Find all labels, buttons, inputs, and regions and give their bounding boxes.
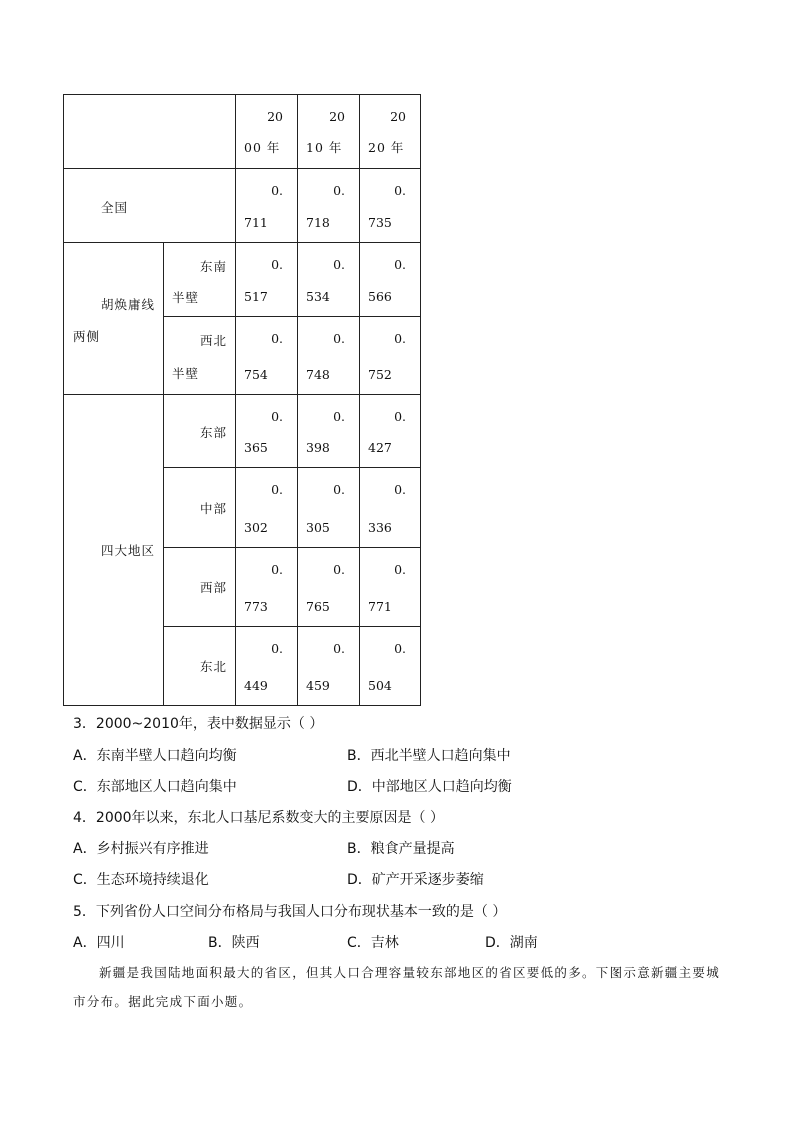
table-cell: 0. 752 <box>360 317 420 395</box>
row-label-east: 东部 <box>164 395 236 468</box>
row-label-northeast: 东北 <box>164 627 236 705</box>
row-label-southeast-half: 东南 半壁 <box>164 243 236 317</box>
answer-option[interactable]: C．东部地区人口趋向集中 <box>73 779 237 795</box>
table-cell: 0. 305 <box>298 468 360 548</box>
table-cell: 0. 754 <box>236 317 298 395</box>
table-cell: 0. 771 <box>360 548 420 627</box>
table-cell: 0. 302 <box>236 468 298 548</box>
table-header-empty-cell <box>64 95 236 169</box>
row-label-west: 西部 <box>164 548 236 627</box>
answer-option[interactable]: B．粮食产量提高 <box>347 841 455 857</box>
table-cell: 0. 566 <box>360 243 420 317</box>
answer-option[interactable]: C．吉林 <box>347 935 399 951</box>
row-label-national: 全国 <box>64 169 236 243</box>
table-cell: 0. 517 <box>236 243 298 317</box>
row-group-label-hu-line: 胡焕庸线 两侧 <box>64 243 164 395</box>
question-stem: 4．2000年以来，东北人口基尼系数变大的主要原因是（ ） <box>73 810 444 826</box>
answer-option[interactable]: B．陕西 <box>208 935 260 951</box>
answer-option[interactable]: D．矿产开采逐步萎缩 <box>347 872 484 888</box>
table-cell: 0. 336 <box>360 468 420 548</box>
answer-option[interactable]: A．四川 <box>73 935 125 951</box>
table-cell: 0. 718 <box>298 169 360 243</box>
table-cell: 0. 534 <box>298 243 360 317</box>
answer-option[interactable]: B．西北半壁人口趋向集中 <box>347 748 511 764</box>
answer-option[interactable]: D．中部地区人口趋向均衡 <box>347 779 512 795</box>
answer-option[interactable]: D．湖南 <box>485 935 538 951</box>
table-cell: 0. 765 <box>298 548 360 627</box>
year-header-2010: 20 10 年 <box>298 95 360 169</box>
table-cell: 0. 459 <box>298 627 360 705</box>
row-label-central: 中部 <box>164 468 236 548</box>
answer-option[interactable]: C．生态环境持续退化 <box>73 872 209 888</box>
table-cell: 0. 773 <box>236 548 298 627</box>
year-header-2020: 20 20 年 <box>360 95 420 169</box>
table-cell: 0. 735 <box>360 169 420 243</box>
year-header-2000: 20 00 年 <box>236 95 298 169</box>
xinjiang-passage: 新疆是我国陆地面积最大的省区，但其人口合理容量较东部地区的省区要低的多。下图示意新疆主要城市分布。据此完成下面小题。 <box>73 965 721 1009</box>
table-cell: 0. 365 <box>236 395 298 468</box>
question-stem: 3．2000~2010年，表中数据显示（ ） <box>73 716 324 732</box>
row-group-label-four-regions: 四大地区 <box>64 395 164 705</box>
answer-option[interactable]: A．乡村振兴有序推进 <box>73 841 209 857</box>
table-cell: 0. 711 <box>236 169 298 243</box>
table-cell: 0. 427 <box>360 395 420 468</box>
table-cell: 0. 398 <box>298 395 360 468</box>
table-cell: 0. 748 <box>298 317 360 395</box>
gini-coefficient-table <box>63 94 421 706</box>
table-cell: 0. 449 <box>236 627 298 705</box>
row-label-northwest-half: 西北 半壁 <box>164 317 236 395</box>
question-stem: 5．下列省份人口空间分布格局与我国人口分布现状基本一致的是（ ） <box>73 904 507 920</box>
answer-option[interactable]: A．东南半壁人口趋向均衡 <box>73 748 237 764</box>
table-cell: 0. 504 <box>368 641 406 693</box>
